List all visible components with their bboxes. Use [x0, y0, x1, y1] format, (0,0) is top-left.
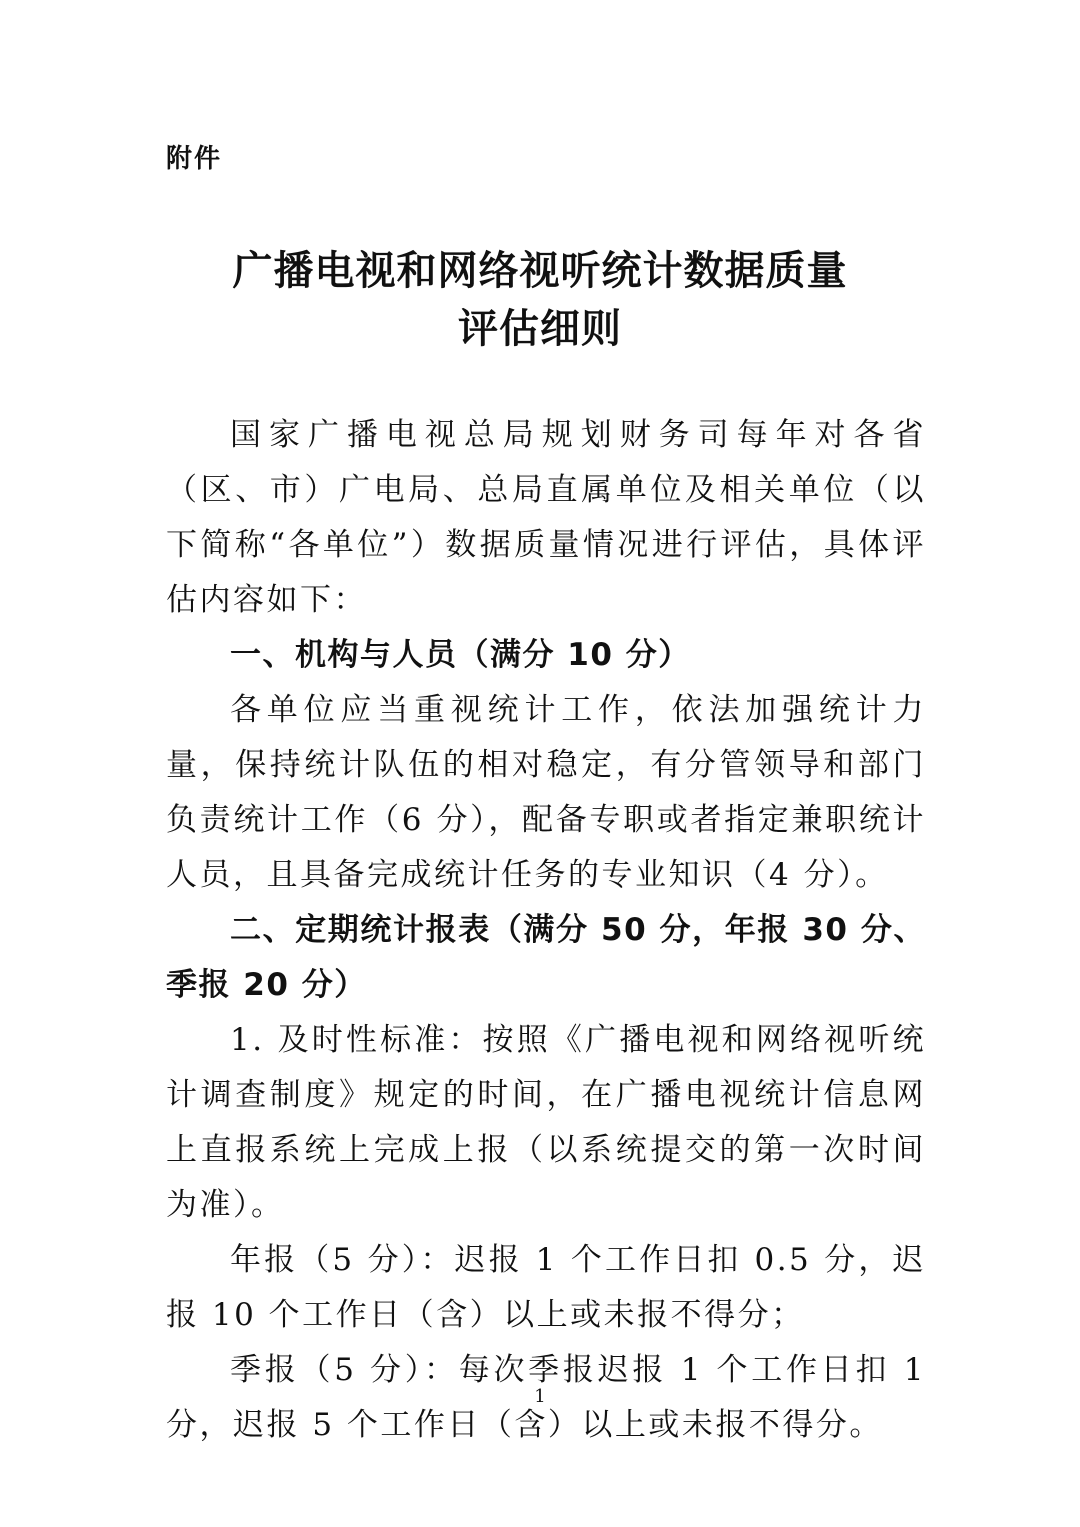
timeliness-paragraph: 1. 及时性标准：按照《广播电视和网络视听统计调查制度》规定的时间，在广播电视统计信息网上直报系统上完成上报（以系统提交的第一次时间为准）。: [166, 1022, 926, 1223]
annual-report-paragraph: 年报（5 分）：迟报 1 个工作日扣 0.5 分，迟报 10 个工作日（含）以上或未报不得分；: [166, 1242, 926, 1333]
title-line-1: 广播电视和网络视听统计数据质量: [232, 247, 848, 294]
page-number: 1: [534, 1386, 546, 1407]
section-heading-1: 一、机构与人员（满分 10 分）: [230, 637, 691, 673]
document-body: [166, 408, 926, 1453]
section-heading-2: 二、定期统计报表（满分 50 分，年报 30 分、季报 20 分）: [166, 912, 926, 1003]
title-line-2: 评估细则: [458, 305, 622, 352]
document-title: [0, 242, 1080, 358]
intro-paragraph: 国家广播电视总局规划财务司每年对各省（区、市）广电局、总局直属单位及相关单位（以下简称“各单位”）数据质量情况进行评估，具体评估内容如下：: [166, 417, 926, 618]
attachment-label: 附件: [166, 144, 223, 174]
section-1-paragraph: 各单位应当重视统计工作，依法加强统计力量，保持统计队伍的相对稳定，有分管领导和部门负责统计工作（6 分），配备专职或者指定兼职统计人员，且具备完成统计任务的专业知识（4 分）。: [166, 692, 926, 893]
quarterly-report-paragraph: 季报（5 分）：每次季报迟报 1 个工作日扣 1 分，迟报 5 个工作日（含）以上或未报不得分。: [166, 1352, 926, 1443]
